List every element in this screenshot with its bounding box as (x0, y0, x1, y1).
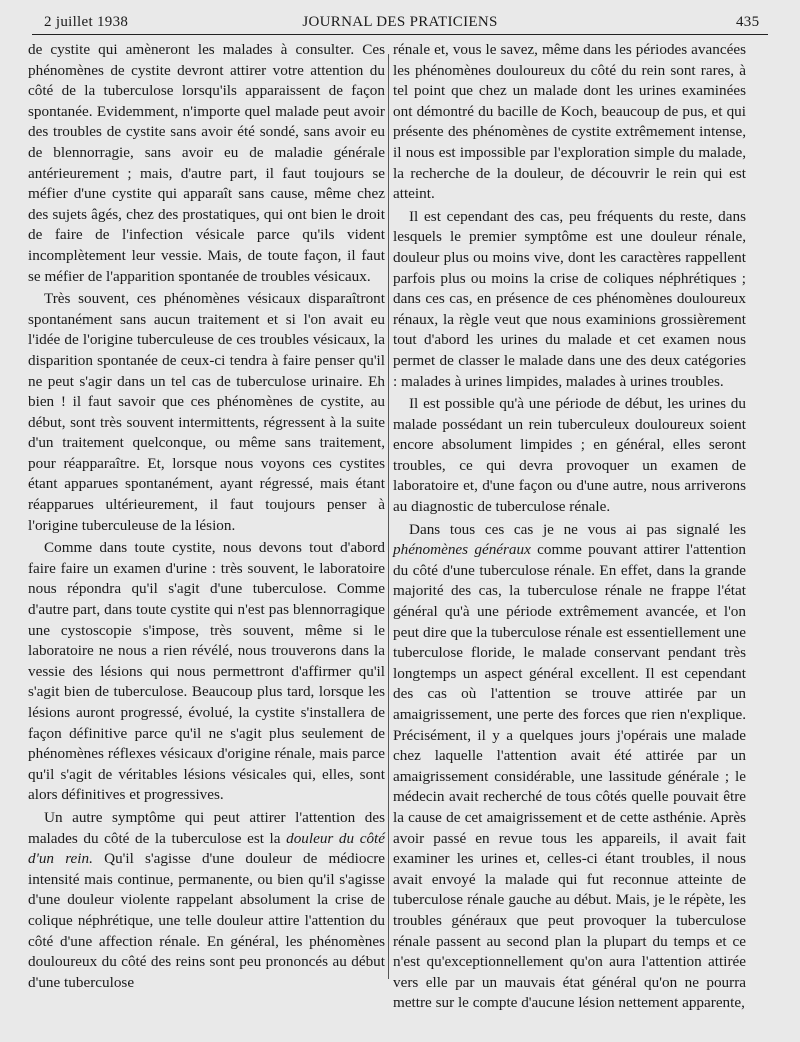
column-divider (388, 54, 389, 979)
right-column (393, 40, 746, 1014)
journal-title: JOURNAL DES PRATICIENS (302, 14, 498, 30)
paragraph: Comme dans toute cystite, nous devons tout d'abord faire faire un examen d'urine : très souvent, le laboratoire nous répondra qu'il s'agit d'une tuberculose. Comme d'autre part, dans toute cystite qui n'est pas blennorragique une cystoscopie s'impose, très souvent, même si le laboratoire ne nous a rien révélé, nous trouverons dans la vessie des lésions qui nous permettront d'affirmer qu'il s'agit bien de tuberculose. Beaucoup plus tard, lorsque les lésions auront progressé, évolué, la cystite s'installera de façon définitive parce qu'il ne s'agit plus seulement de phénomènes réflexes vésicaux d'origine rénale, mais parce qu'il s'agit de véritables lésions vésicales qui, elles, sont alors définitives et progressives. (28, 539, 385, 804)
page-number: 435 (736, 14, 760, 30)
paragraph-text: comme pouvant attirer l'attention du côté d'une tuberculose rénale. En effet, dans la grande majorité des cas, la tuberculose rénale ne frappe l'état général qu'à une période extrêmement avancée, et l'on peut dire que la tuberculose rénale est essentiellement une tuberculose floride, le malade conservant pendant très longtemps un aspect général excellent. Il est cependant des cas où l'attention se trouve attirée par un amaigrissement, une perte des forces que rien n'explique. Précisément, il y a quelques jours j'opérais une malade chez laquelle l'attention avait été attirée par un amaigrissement considérable, une lassitude générale ; le médecin avait recherché de tous côtés quelle pouvait être la cause de cet amaigrissement et de cette asthénie. Après avoir passé en revue tous les appareils, il avait fait examiner les urines et, celles-ci étant troubles, il nous avait envoyé la malade qui fut reconnue atteinte de tuberculose rénale gauche au début. Mais, je le répète, les troubles généraux que peut provoquer la tuberculose rénale passent au second plan la plupart du temps et ce n'est qu'exceptionnellement qu'on aura l'attention attirée vers elle par un mauvais état général qu'on ne pourra mettre sur le compte d'aucune lésion nettement apparente, (393, 541, 746, 1012)
paragraph-text: Qu'il s'agisse d'une douleur de médiocre intensité mais continue, permanente, ou bien qu'il s'agisse d'une douleur violente rappelant absolument la crise de colique néphrétique, une telle douleur attire l'attention du côté d'une affection rénale. En général, les phénomènes douloureux du côté des reins sont peu prononcés au début d'une tuberculose (28, 850, 385, 991)
paragraph (393, 520, 746, 1014)
left-column (28, 40, 385, 993)
emphasized-term: phénomènes généraux (393, 541, 531, 559)
page-header (0, 0, 800, 34)
paragraph: Très souvent, ces phénomènes vésicaux disparaîtront spontanément sans aucun traitement et si l'on avait eu l'idée de l'origine tuberculeuse de ces troubles vésicaux, la disparition spontanée de ceux-ci tendra à faire penser qu'il ne peut s'agir dans un tel cas de tuberculose urinaire. Eh bien ! il faut savoir que ces phénomènes de cystite, au début, sont très souvent intermittents, régressent à la suite d'un traitement quelconque, ou même sans traitement, pour réapparaître. Et, lorsque nous voyons ces cystites étant apparues spontanément, ayant régressé, mais étant réapparues ultérieurement, il faut toujours penser à l'origine tuberculeuse de la lésion. (28, 290, 385, 534)
emphasized-term: douleur du côté d'un rein. (28, 829, 386, 868)
issue-date: 2 juillet 1938 (44, 14, 129, 30)
paragraph: Il est possible qu'à une période de début, les urines du malade possédant un rein tuberculeux douloureux soient encore absolument limpides ; en général, elles seront troubles, ce qui devra provoquer un examen de laboratoire et, d'une façon ou d'une autre, nous arriverons au diagnostic de tuberculose rénale. (393, 395, 746, 516)
paragraph: de cystite qui amèneront les malades à consulter. Ces phénomènes de cystite devront attirer votre attention du côté de la tuberculose lorsqu'ils apparaissent de façon spontanée. Evidemment, n'importe quel malade peut avoir des troubles de cystite sans avoir été sondé, sans avoir eu de blennorragie, sans avoir eu de maladie générale antérieurement ; mais, d'autre part, il faut toujours se méfier d'une cystite qui apparaît sans cause, même chez des sujets âgés, chez des prostatiques, qui ont bien le droit de faire de l'infection vésicale parce qu'ils vident incomplètement leur vessie. Mais, de toute façon, il faut se méfier de l'apparition spontanée de troubles vésicaux. (28, 41, 385, 285)
paragraph (28, 808, 385, 993)
paragraph-text: Un autre symptôme qui peut attirer l'attention des malades du côté de la tuberculose est la (28, 808, 385, 847)
paragraph-text: Dans tous ces cas je ne vous ai pas signalé les (409, 520, 746, 538)
paragraph: rénale et, vous le savez, même dans les périodes avancées les phénomènes douloureux du côté du rein sont rares, à tel point que chez un malade dont les urines examinées ont démontré du bacille de Koch, beaucoup de pus, et qui présente des phénomènes de cystite extrêmement intense, il nous est impossible par l'exploration simple du malade, la recherche de la douleur, de découvrir le rein qui est atteint. (393, 41, 746, 203)
header-rule (32, 34, 768, 35)
paragraph: Il est cependant des cas, peu fréquents du reste, dans lesquels le premier symptôme est une douleur rénale, douleur plus ou moins vive, dont les caractères rappellent parfois plus ou moins la crise de coliques néphrétiques ; dans ces cas, en présence de ces phénomènes douloureux rénaux, la règle veut que nous examinions grossièrement tout d'abord les urines du malade et cet examen nous permet de classer le malade dans une des deux catégories : malades à urines limpides, malades à urines troubles. (393, 207, 746, 390)
